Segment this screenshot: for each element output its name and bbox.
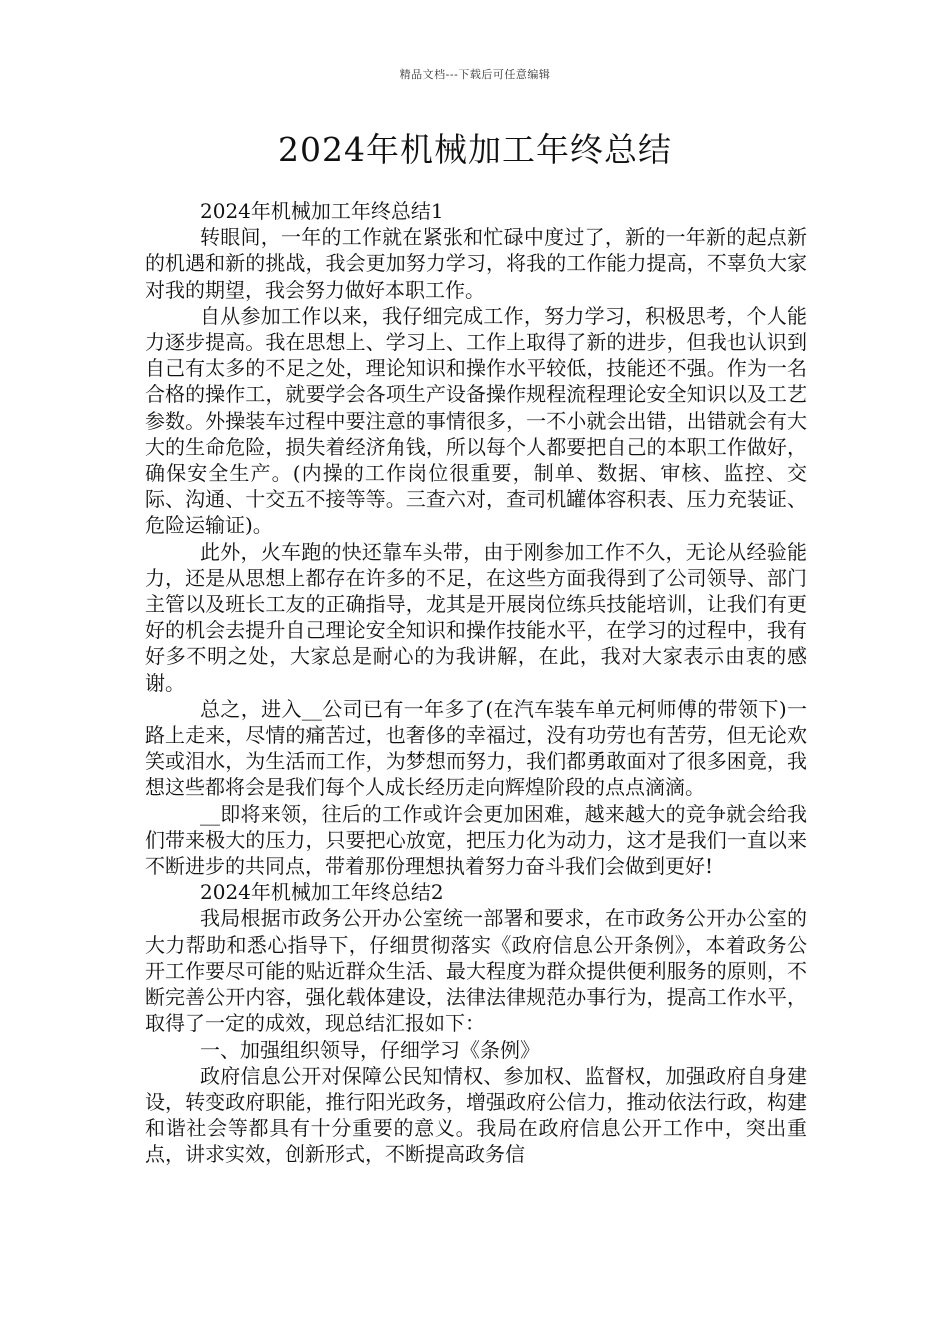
paragraph: __即将来领，往后的工作或许会更加困难，越来越大的竞争就会给我们带来极大的压力，只要把心放宽，把压力化为动力，这才是我们一直以来不断进步的共同点，带着那份理想执着努力奋斗我们会做到更好! [145,801,807,879]
section-heading-2: 2024年机械加工年终总结2 [200,880,444,905]
section-heading-1: 2024年机械加工年终总结1 [200,199,444,223]
paragraph: 总之，进入__公司已有一年多了(在汽车装车单元柯师傅的带领下)一路上走来，尽情的痛苦过，也奢侈的幸福过，没有功劳也有苦劳，但无论欢笑或泪水，为生活而工作，为梦想而努力，我们都勇敢面对了很多困竟，我想这些都将会是我们每个人成长经历走向辉煌阶段的点点滴滴。 [145,696,807,800]
paragraph: 转眼间，一年的工作就在紧张和忙碌中度过了，新的一年新的起点新的机遇和新的挑战，我会更加努力学习，将我的工作能力提高，不辜负大家对我的期望，我会努力做好本职工作。 [145,225,807,302]
paragraph: 政府信息公开对保障公民知情权、参加权、监督权，加强政府自身建设，转变政府职能，推行阳光政务，增强政府公信力，推动依法行政，构建和谐社会等都具有十分重要的意义。我局在政府信息公开工作中，突出重点，讲求实效，创新形式，不断提高政务信 [145,1063,807,1167]
document-body [145,198,807,1168]
document-title: 2024年机械加工年终总结 [278,130,672,169]
paragraph: 自从参加工作以来，我仔细完成工作，努力学习，积极思考，个人能力逐步提高。我在思想上、学习上、工作上取得了新的进步，但我也认识到自己有太多的不足之处，理论知识和操作水平较低，技能还不强。作为一名合格的操作工，就要学会各项生产设备操作规程流程理论安全知识以及工艺参数。外操装车过程中要注意的事情很多，一不小就会出错，出错就会有大大的生命危险，损失着经济角钱，所以每个人都要把自己的本职工作做好，确保安全生产。(内操的工作岗位很重要，制单、数据、审核、监控、交际、沟通、十交五不接等等。三查六对，查司机罐体容积表、压力充装证、危险运输证)。 [145,303,807,538]
paragraph: 此外，火车跑的快还靠车头带，由于刚参加工作不久，无论从经验能力，还是从思想上都存在许多的不足，在这些方面我得到了公司领导、部门主管以及班长工友的正确指导，龙其是开展岗位练兵技能培训，让我们有更好的机会去提升自己理论安全知识和操作技能水平，在学习的过程中，我有好多不明之处，大家总是耐心的为我讲解，在此，我对大家表示由衷的感谢。 [145,539,807,695]
paragraph: 我局根据市政务公开办公室统一部署和要求，在市政务公开办公室的大力帮助和悉心指导下，仔细贯彻落实《政府信息公开条例》，本着政务公开工作要尽可能的贴近群众生活、最大程度为群众提供便利服务的原则，不断完善公开内容，强化载体建设，法律法律规范办事行为，提高工作水平，取得了一定的成效，现总结汇报如下： [145,906,807,1036]
subsection-heading: 一、加强组织领导，仔细学习《条例》 [200,1037,540,1062]
header-note: 精品文档---下载后可任意编辑 [399,68,551,81]
